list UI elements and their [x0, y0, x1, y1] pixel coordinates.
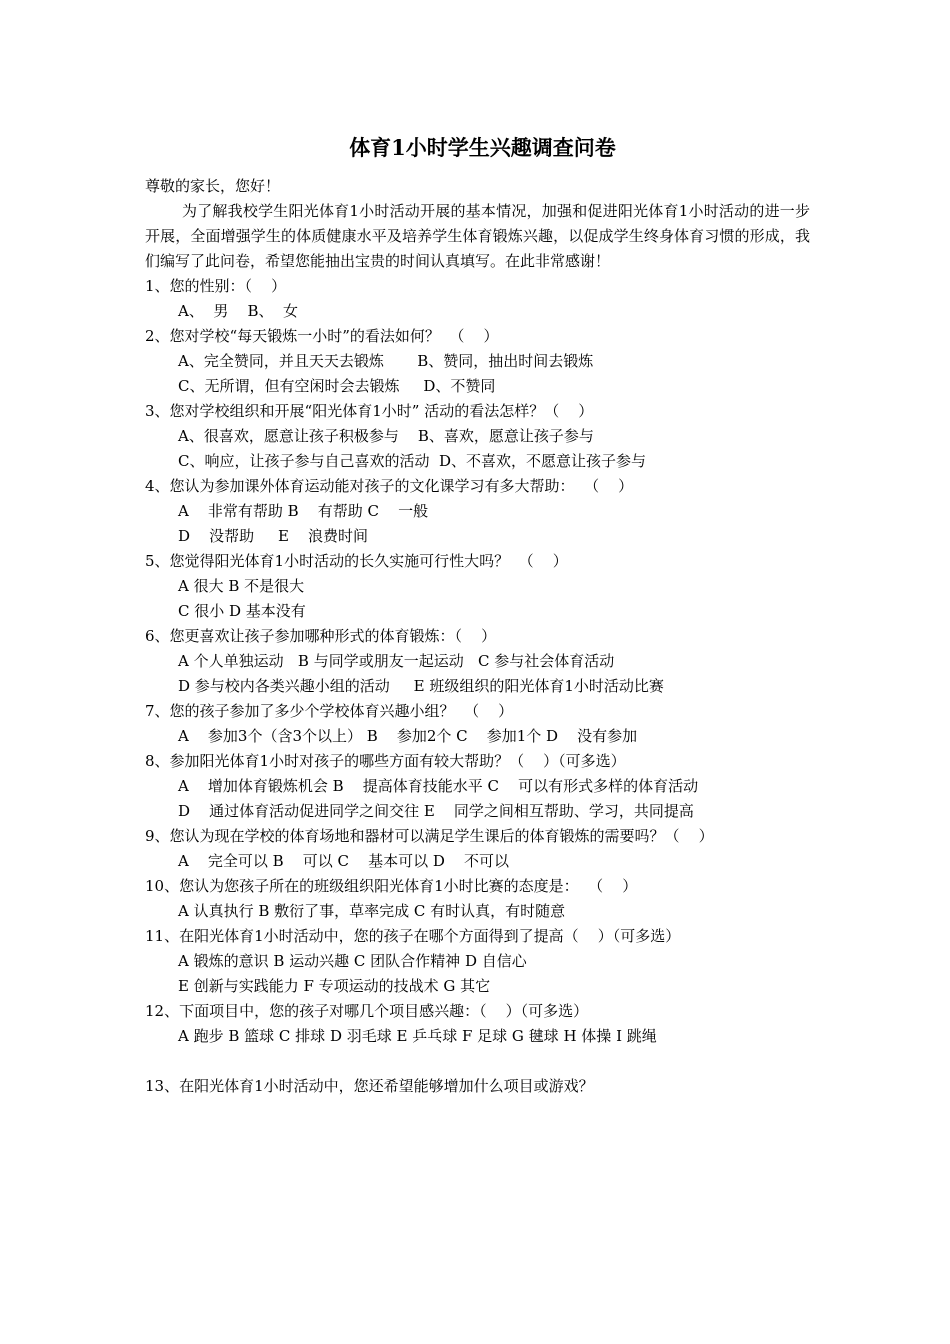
question-6 — [145, 624, 810, 699]
question-options: A 参加3个（含3个以上） B 参加2个 C 参加1个 D 没有参加 — [178, 727, 638, 745]
question-options: A、完全赞同，并且天天去锻炼 B、赞同，抽出时间去锻炼 — [178, 352, 594, 370]
question-options: E 创新与实践能力 F 专项运动的技战术 G 其它 — [178, 977, 491, 995]
question-13 — [145, 1074, 810, 1099]
question-text: 7、您的孩子参加了多少个学校体育兴趣小组？ （ ） — [145, 702, 514, 720]
questionnaire-page — [145, 134, 810, 1099]
question-8 — [145, 749, 810, 824]
question-options: A、很喜欢，愿意让孩子积极参与 B、喜欢，愿意让孩子参与 — [178, 427, 594, 445]
blank-line — [145, 1049, 810, 1074]
question-10 — [145, 874, 810, 924]
page-title: 体育1小时学生兴趣调查问卷 — [349, 135, 616, 160]
question-options: A 非常有帮助 B 有帮助 C 一般 — [178, 502, 429, 520]
question-5 — [145, 549, 810, 624]
question-text: 8、参加阳光体育1小时对孩子的哪些方面有较大帮助？（ ）（可多选） — [145, 752, 626, 770]
question-options: D 没帮助 E 浪费时间 — [178, 527, 368, 545]
question-text: 2、您对学校“每天锻炼一小时”的看法如何？ （ ） — [145, 327, 499, 345]
question-options: C、无所谓，但有空闲时会去锻炼 D、不赞同 — [178, 377, 496, 395]
question-text: 11、在阳光体育1小时活动中，您的孩子在哪个方面得到了提高（ ）（可多选） — [145, 927, 681, 945]
question-12 — [145, 999, 810, 1049]
question-9 — [145, 824, 810, 874]
question-options: A 完全可以 B 可以 C 基本可以 D 不可以 — [178, 852, 509, 870]
question-text: 10、您认为您孩子所在的班级组织阳光体育1小时比赛的态度是： （ ） — [145, 877, 638, 895]
question-text: 3、您对学校组织和开展“阳光体育1小时” 活动的看法怎样？（ ） — [145, 402, 594, 420]
question-1 — [145, 274, 810, 324]
intro-paragraph: 为了解我校学生阳光体育1小时活动开展的基本情况，加强和促进阳光体育1小时活动的进一步开展，全面增强学生的体质健康水平及培养学生体育锻炼兴趣，以促成学生终身体育习惯的形成，我们编写了此问卷，希望您能抽出宝贵的时间认真填写。在此非常感谢！ — [145, 202, 810, 270]
question-text: 6、您更喜欢让孩子参加哪种形式的体育锻炼：（ ） — [145, 627, 497, 645]
question-3 — [145, 399, 810, 474]
question-options: A 很大 B 不是很大 — [178, 577, 305, 595]
question-options: A 个人单独运动 B 与同学或朋友一起运动 C 参与社会体育活动 — [178, 652, 615, 670]
question-text: 12、下面项目中，您的孩子对哪几个项目感兴趣：（ ）（可多选） — [145, 1002, 589, 1020]
question-4 — [145, 474, 810, 549]
question-options: A 跑步 B 篮球 C 排球 D 羽毛球 E 乒乓球 F 足球 G 毽球 H 体操 I 跳绳 — [178, 1027, 657, 1045]
question-options: D 通过体育活动促进同学之间交往 E 同学之间相互帮助、学习，共同提高 — [178, 802, 694, 820]
question-options: A、 男 B、 女 — [178, 302, 299, 320]
question-list — [145, 274, 810, 1099]
question-text: 9、您认为现在学校的体育场地和器材可以满足学生课后的体育锻炼的需要吗？（ ） — [145, 827, 714, 845]
question-options: C 很小 D 基本没有 — [178, 602, 306, 620]
question-2 — [145, 324, 810, 399]
question-options: A 认真执行 B 敷衍了事，草率完成 C 有时认真，有时随意 — [178, 902, 566, 920]
question-options: A 增加体育锻炼机会 B 提高体育技能水平 C 可以有形式多样的体育活动 — [178, 777, 699, 795]
question-text: 13、在阳光体育1小时活动中，您还希望能够增加什么项目或游戏？ — [145, 1077, 594, 1095]
question-text: 1、您的性别：（ ） — [145, 277, 287, 295]
question-options: A 锻炼的意识 B 运动兴趣 C 团队合作精神 D 自信心 — [178, 952, 527, 970]
question-options: D 参与校内各类兴趣小组的活动 E 班级组织的阳光体育1小时活动比赛 — [178, 677, 664, 695]
question-options: C、响应，让孩子参与自己喜欢的活动 D、不喜欢，不愿意让孩子参与 — [178, 452, 647, 470]
question-text: 5、您觉得阳光体育1小时活动的长久实施可行性大吗？ （ ） — [145, 552, 568, 570]
question-11 — [145, 924, 810, 999]
greeting: 尊敬的家长，您好！ — [145, 177, 281, 195]
question-7 — [145, 699, 810, 749]
question-text: 4、您认为参加课外体育运动能对孩子的文化课学习有多大帮助： （ ） — [145, 477, 634, 495]
